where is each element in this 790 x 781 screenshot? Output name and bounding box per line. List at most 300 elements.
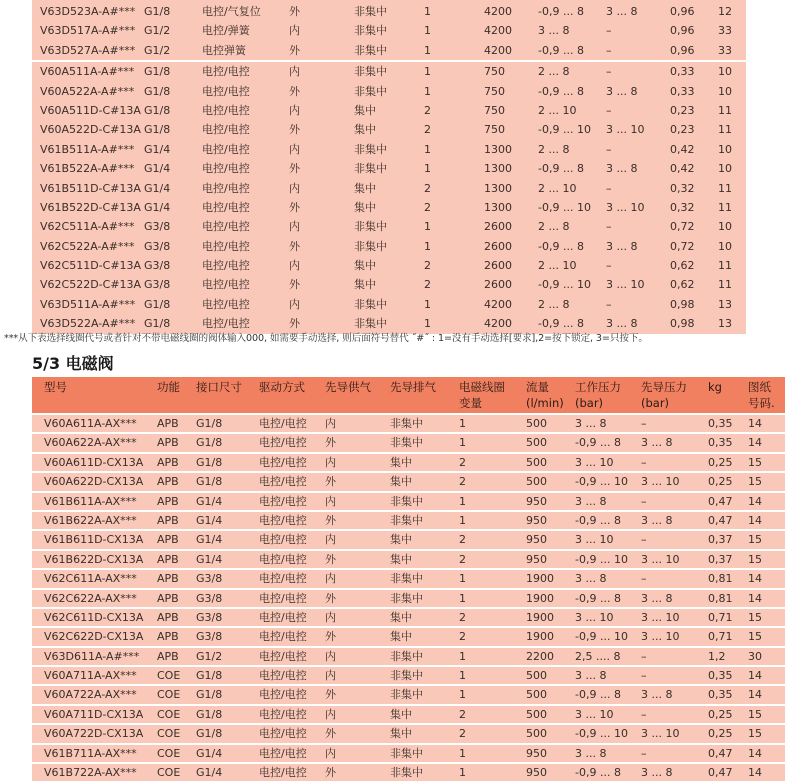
header-label: 型号 — [44, 380, 67, 394]
header-sublabel: (l/min) — [526, 396, 564, 410]
cell-working-pressure: 2 ... 8 — [538, 297, 570, 311]
cell-pilot-exhaust: 非集中 — [354, 317, 387, 331]
cell-function: COE — [157, 727, 181, 741]
cell-working-pressure: -0,9 ... 8 — [538, 43, 584, 57]
cell-coil-variant: 1 — [424, 317, 431, 331]
cell-pilot-pressure: 3 ... 10 — [641, 610, 680, 624]
cell-actuation: 电控/电控 — [259, 513, 307, 527]
cell-weight: 0,25 — [708, 475, 733, 489]
cell-coil-variant: 1 — [424, 297, 431, 311]
cell-drawing-no: 10 — [718, 239, 732, 253]
cell-working-pressure: 3 ... 10 — [575, 455, 614, 469]
table-row — [32, 415, 785, 432]
cell-port-size: G1/8 — [144, 317, 171, 331]
cell-drawing-no: 30 — [748, 649, 762, 663]
cell-pilot-exhaust: 非集中 — [354, 297, 387, 311]
cell-function: APB — [157, 630, 179, 644]
cell-model: V62C522A-A#*** — [40, 239, 135, 253]
cell-coil-variant: 1 — [424, 84, 431, 98]
table-row — [32, 217, 746, 236]
header-sublabel: 号码. — [748, 396, 775, 410]
cell-pilot-pressure: – — [641, 669, 647, 683]
cell-port-size: G3/8 — [196, 610, 223, 624]
cell-port-size: G1/2 — [144, 24, 171, 38]
cell-port-size: G1/2 — [144, 43, 171, 57]
header-label: 功能 — [157, 380, 180, 394]
table-row — [32, 473, 785, 490]
cell-flow: 4200 — [484, 24, 512, 38]
cell-weight: 0,33 — [670, 84, 695, 98]
cell-port-size: G1/4 — [144, 181, 171, 195]
cell-model: V63D527A-A#*** — [40, 43, 136, 57]
cell-function: APB — [157, 475, 179, 489]
cell-pilot-pressure: – — [641, 417, 647, 430]
cell-weight: 0,33 — [670, 65, 695, 79]
cell-working-pressure: -0,9 ... 8 — [538, 239, 584, 253]
cell-actuation: 电控/电控 — [202, 297, 250, 311]
cell-actuation: 电控/电控 — [259, 455, 307, 469]
cell-pilot-pressure: 3 ... 8 — [641, 591, 673, 605]
cell-function: APB — [157, 649, 179, 663]
header-label: kg — [708, 380, 722, 394]
cell-flow: 2600 — [484, 259, 512, 273]
table-row — [32, 531, 785, 548]
cell-pilot-supply: 内 — [325, 455, 336, 469]
cell-port-size: G1/4 — [144, 162, 171, 176]
cell-pilot-pressure: – — [606, 65, 612, 79]
cell-model: V60A711D-CX13A — [44, 707, 144, 721]
cell-coil-variant: 2 — [424, 278, 431, 292]
cell-pilot-supply: 外 — [289, 200, 300, 214]
table-row — [32, 686, 785, 703]
cell-flow: 1900 — [526, 572, 554, 586]
table-row — [32, 512, 785, 529]
cell-drawing-no: 15 — [748, 455, 762, 469]
cell-weight: 0,37 — [708, 552, 733, 566]
cell-port-size: G1/8 — [144, 297, 171, 311]
cell-port-size: G1/8 — [144, 5, 171, 18]
cell-weight: 0,25 — [708, 707, 733, 721]
cell-pilot-pressure: – — [606, 297, 612, 311]
cell-drawing-no: 11 — [718, 278, 732, 292]
cell-pilot-pressure: – — [606, 24, 612, 38]
cell-coil-variant: 1 — [424, 142, 431, 156]
cell-drawing-no: 14 — [748, 591, 762, 605]
cell-model: V60A622D-CX13A — [44, 475, 144, 489]
cell-working-pressure: 2 ... 8 — [538, 220, 570, 234]
cell-actuation: 电控/电控 — [202, 162, 250, 176]
cell-actuation: 电控弹簧 — [202, 43, 246, 57]
cell-coil-variant: 1 — [459, 688, 466, 702]
cell-port-size: G1/8 — [196, 669, 223, 683]
cell-drawing-no: 11 — [718, 103, 732, 117]
table-row — [32, 179, 746, 198]
cell-working-pressure: -0,9 ... 10 — [575, 727, 628, 741]
cell-flow: 950 — [526, 513, 547, 527]
cell-port-size: G1/8 — [144, 65, 171, 79]
table-row — [32, 706, 785, 723]
cell-model: V60A722A-AX*** — [44, 688, 137, 702]
cell-weight: 0,23 — [670, 103, 695, 117]
cell-weight: 0,62 — [670, 278, 695, 292]
header-sublabel: 变量 — [459, 396, 482, 410]
cell-coil-variant: 2 — [459, 552, 466, 566]
header-function — [157, 379, 180, 395]
cell-actuation: 电控/电控 — [202, 84, 250, 98]
table-row — [32, 82, 746, 101]
cell-model: V60A522A-A#*** — [40, 84, 135, 98]
cell-port-size: G1/8 — [196, 455, 223, 469]
cell-pilot-exhaust: 非集中 — [390, 513, 423, 527]
cell-working-pressure: -0,9 ... 10 — [575, 475, 628, 489]
cell-port-size: G1/4 — [196, 533, 223, 547]
cell-port-size: G1/2 — [196, 649, 223, 663]
cell-model: V60A522D-C#13A — [40, 123, 141, 137]
cell-actuation: 电控/电控 — [259, 475, 307, 489]
cell-pilot-supply: 内 — [289, 103, 300, 117]
cell-drawing-no: 11 — [718, 181, 732, 195]
cell-coil-variant: 1 — [424, 65, 431, 79]
table-row — [32, 609, 785, 626]
cell-pilot-exhaust: 非集中 — [354, 142, 387, 156]
cell-port-size: G1/4 — [144, 200, 171, 214]
cell-working-pressure: -0,9 ... 10 — [575, 552, 628, 566]
cell-pilot-supply: 外 — [289, 317, 300, 331]
header-flow — [526, 379, 564, 411]
cell-weight: 1,2 — [708, 649, 726, 663]
header-label: 驱动方式 — [259, 380, 305, 394]
cell-flow: 2600 — [484, 220, 512, 234]
cell-model: V61B522D-C#13A — [40, 200, 141, 214]
cell-model: V63D522A-A#*** — [40, 317, 136, 331]
cell-weight: 0,47 — [708, 766, 733, 780]
cell-function: COE — [157, 707, 181, 721]
table-row — [32, 237, 746, 256]
cell-weight: 0,62 — [670, 259, 695, 273]
cell-port-size: G1/8 — [144, 123, 171, 137]
cell-drawing-no: 11 — [718, 259, 732, 273]
cell-pilot-pressure: – — [641, 533, 647, 547]
cell-drawing-no: 10 — [718, 220, 732, 234]
cell-port-size: G3/8 — [196, 572, 223, 586]
cell-pilot-exhaust: 集中 — [354, 123, 376, 137]
cell-actuation: 电控/电控 — [259, 610, 307, 624]
cell-flow: 500 — [526, 727, 547, 741]
cell-model: V63D511A-A#*** — [40, 297, 136, 311]
cell-model: V63D611A-A#*** — [44, 649, 140, 663]
cell-pilot-pressure: 3 ... 8 — [641, 513, 673, 527]
header-label: 电磁线圈 — [459, 380, 505, 394]
cell-actuation: 电控/电控 — [259, 727, 307, 741]
cell-port-size: G1/4 — [196, 552, 223, 566]
cell-pilot-pressure: – — [641, 746, 647, 760]
cell-flow: 1300 — [484, 162, 512, 176]
cell-weight: 0,35 — [708, 436, 733, 450]
header-model — [44, 379, 67, 395]
cell-actuation: 电控/电控 — [202, 200, 250, 214]
cell-model: V60A611A-AX*** — [44, 417, 137, 430]
cell-pilot-pressure: 3 ... 8 — [606, 162, 638, 176]
cell-port-size: G1/8 — [196, 707, 223, 721]
cell-model: V61B611D-CX13A — [44, 533, 144, 547]
cell-model: V62C611A-AX*** — [44, 572, 137, 586]
cell-actuation: 电控/电控 — [259, 417, 307, 430]
cell-flow: 750 — [484, 103, 505, 117]
cell-working-pressure: 2 ... 10 — [538, 181, 577, 195]
cell-weight: 0,47 — [708, 494, 733, 508]
table-row — [32, 493, 785, 510]
cell-pilot-exhaust: 集中 — [354, 259, 376, 273]
cell-port-size: G3/8 — [196, 591, 223, 605]
cell-pilot-supply: 内 — [289, 259, 300, 273]
cell-model: V61B511A-A#*** — [40, 142, 135, 156]
cell-weight: 0,32 — [670, 181, 695, 195]
cell-function: APB — [157, 591, 179, 605]
cell-coil-variant: 1 — [459, 746, 466, 760]
table-row — [32, 725, 785, 742]
cell-pilot-exhaust: 集中 — [354, 181, 376, 195]
cell-coil-variant: 1 — [424, 24, 431, 38]
cell-pilot-exhaust: 集中 — [354, 200, 376, 214]
cell-actuation: 电控/电控 — [202, 103, 250, 117]
cell-model: V63D523A-A#*** — [40, 5, 136, 18]
cell-working-pressure: -0,9 ... 8 — [575, 766, 621, 780]
cell-coil-variant: 1 — [424, 162, 431, 176]
cell-function: COE — [157, 669, 181, 683]
cell-pilot-supply: 外 — [325, 436, 336, 450]
cell-function: APB — [157, 417, 179, 430]
cell-model: V60A722D-CX13A — [44, 727, 144, 741]
cell-pilot-pressure: 3 ... 8 — [606, 317, 638, 331]
table-row — [32, 745, 785, 762]
cell-drawing-no: 33 — [718, 24, 732, 38]
cell-coil-variant: 1 — [424, 5, 431, 18]
cell-flow: 500 — [526, 688, 547, 702]
cell-port-size: G1/8 — [196, 417, 223, 430]
cell-drawing-no: 14 — [748, 494, 762, 508]
cell-actuation: 电控/电控 — [259, 630, 307, 644]
cell-pilot-exhaust: 集中 — [390, 455, 412, 469]
cell-actuation: 电控/电控 — [259, 688, 307, 702]
cell-pilot-pressure: 3 ... 8 — [606, 84, 638, 98]
cell-port-size: G1/8 — [196, 688, 223, 702]
cell-pilot-exhaust: 集中 — [354, 103, 376, 117]
cell-pilot-exhaust: 非集中 — [390, 766, 423, 780]
cell-pilot-pressure: – — [641, 494, 647, 508]
cell-drawing-no: 15 — [748, 475, 762, 489]
cell-pilot-supply: 外 — [325, 591, 336, 605]
cell-function: APB — [157, 533, 179, 547]
cell-weight: 0,96 — [670, 5, 695, 18]
table-row — [32, 21, 746, 40]
cell-weight: 0,32 — [670, 200, 695, 214]
cell-flow: 1900 — [526, 630, 554, 644]
header-label: 先导压力 — [641, 380, 687, 394]
cell-flow: 2200 — [526, 649, 554, 663]
cell-weight: 0,42 — [670, 162, 695, 176]
cell-pilot-pressure: – — [641, 455, 647, 469]
cell-pilot-supply: 内 — [325, 707, 336, 721]
section-title: 5/3 电磁阀 — [32, 354, 114, 373]
cell-model: V61B622D-CX13A — [44, 552, 144, 566]
cell-weight: 0,81 — [708, 591, 733, 605]
cell-coil-variant: 2 — [459, 610, 466, 624]
table-row — [32, 590, 785, 607]
cell-model: V61B711A-AX*** — [44, 746, 137, 760]
cell-working-pressure: -0,9 ... 10 — [575, 630, 628, 644]
cell-pilot-pressure: – — [606, 142, 612, 156]
cell-working-pressure: -0,9 ... 8 — [538, 84, 584, 98]
table-row — [32, 454, 785, 471]
cell-pilot-supply: 内 — [289, 65, 300, 79]
cell-actuation: 电控/电控 — [259, 572, 307, 586]
cell-pilot-exhaust: 非集中 — [390, 746, 423, 760]
cell-pilot-supply: 内 — [325, 572, 336, 586]
cell-pilot-supply: 外 — [289, 123, 300, 137]
cell-pilot-exhaust: 集中 — [390, 707, 412, 721]
cell-pilot-supply: 外 — [325, 630, 336, 644]
cell-pilot-exhaust: 集中 — [390, 533, 412, 547]
cell-port-size: G3/8 — [144, 278, 171, 292]
cell-function: APB — [157, 455, 179, 469]
cell-pilot-supply: 外 — [325, 766, 336, 780]
cell-model: V61B511D-C#13A — [40, 181, 141, 195]
cell-actuation: 电控/电控 — [259, 436, 307, 450]
cell-pilot-exhaust: 非集中 — [354, 5, 387, 18]
cell-flow: 500 — [526, 417, 547, 430]
cell-actuation: 电控/电控 — [259, 591, 307, 605]
header-label: 接口尺寸 — [196, 380, 242, 394]
cell-pilot-pressure: 3 ... 10 — [641, 727, 680, 741]
cell-weight: 0,96 — [670, 43, 695, 57]
cell-working-pressure: 2 ... 10 — [538, 103, 577, 117]
cell-weight: 0,47 — [708, 746, 733, 760]
cell-pilot-supply: 外 — [289, 239, 300, 253]
header-actuation — [259, 379, 305, 395]
cell-pilot-supply: 外 — [289, 5, 300, 18]
cell-flow: 950 — [526, 746, 547, 760]
cell-pilot-exhaust: 集中 — [354, 278, 376, 292]
cell-port-size: G1/4 — [144, 142, 171, 156]
cell-function: APB — [157, 572, 179, 586]
cell-drawing-no: 14 — [748, 746, 762, 760]
cell-port-size: G1/8 — [144, 84, 171, 98]
cell-working-pressure: 2 ... 8 — [538, 142, 570, 156]
header-sublabel: (bar) — [575, 396, 604, 410]
cell-flow: 4200 — [484, 317, 512, 331]
cell-pilot-pressure: – — [606, 220, 612, 234]
cell-model: V60A511A-A#*** — [40, 65, 135, 79]
header-working-pressure — [575, 379, 621, 411]
table-body — [32, 415, 785, 781]
cell-actuation: 电控/电控 — [259, 746, 307, 760]
cell-coil-variant: 2 — [424, 103, 431, 117]
cell-pilot-exhaust: 非集中 — [354, 24, 387, 38]
cell-flow: 1300 — [484, 181, 512, 195]
cell-weight: 0,96 — [670, 24, 695, 38]
cell-pilot-exhaust: 集中 — [390, 610, 412, 624]
cell-pilot-supply: 内 — [289, 142, 300, 156]
cell-pilot-supply: 内 — [289, 297, 300, 311]
cell-function: APB — [157, 494, 179, 508]
cell-actuation: 电控/电控 — [202, 259, 250, 273]
cell-pilot-pressure: – — [606, 181, 612, 195]
cell-coil-variant: 2 — [459, 475, 466, 489]
cell-weight: 0,37 — [708, 533, 733, 547]
header-pilot-supply — [325, 379, 371, 395]
cell-pilot-supply: 外 — [325, 513, 336, 527]
cell-working-pressure: 3 ... 8 — [575, 572, 607, 586]
table-row — [32, 570, 785, 587]
cell-pilot-supply: 外 — [289, 43, 300, 57]
cell-pilot-pressure: 3 ... 10 — [641, 630, 680, 644]
footnote: ***从下表选择线圈代号或者针对不带电磁线圈的阀体输入000, 如需要手动选择, 则后面符号替代 ˝#˝ : 1=没有手动选择[要求],2=按下锁定, 3=只按下。 — [4, 333, 648, 344]
cell-port-size: G1/8 — [196, 727, 223, 741]
cell-working-pressure: -0,9 ... 8 — [575, 513, 621, 527]
cell-weight: 0,72 — [670, 239, 695, 253]
cell-coil-variant: 1 — [459, 766, 466, 780]
cell-pilot-supply: 外 — [325, 727, 336, 741]
cell-pilot-exhaust: 非集中 — [354, 162, 387, 176]
cell-coil-variant: 1 — [424, 43, 431, 57]
cell-drawing-no: 11 — [718, 123, 732, 137]
cell-pilot-pressure: 3 ... 10 — [606, 123, 645, 137]
cell-pilot-pressure: 3 ... 10 — [606, 200, 645, 214]
cell-drawing-no: 13 — [718, 297, 732, 311]
cell-weight: 0,23 — [670, 123, 695, 137]
solenoid-valve-table — [32, 377, 785, 781]
cell-actuation: 电控/电控 — [259, 533, 307, 547]
cell-pilot-pressure: 3 ... 8 — [641, 688, 673, 702]
cell-weight: 0,25 — [708, 727, 733, 741]
table-row — [32, 140, 746, 159]
header-pilot-exhaust — [390, 379, 436, 395]
cell-pilot-pressure: 3 ... 10 — [641, 552, 680, 566]
cell-drawing-no: 10 — [718, 65, 732, 79]
header-label: 先导供气 — [325, 380, 371, 394]
cell-working-pressure: -0,9 ... 10 — [538, 123, 591, 137]
cell-working-pressure: 3 ... 10 — [575, 533, 614, 547]
cell-flow: 500 — [526, 707, 547, 721]
cell-pilot-exhaust: 集中 — [390, 552, 412, 566]
cell-coil-variant: 2 — [459, 707, 466, 721]
header-sublabel: (bar) — [641, 396, 670, 410]
cell-actuation: 电控/电控 — [202, 123, 250, 137]
cell-pilot-exhaust: 非集中 — [390, 417, 423, 430]
cell-weight: 0,71 — [708, 630, 733, 644]
cell-working-pressure: 3 ... 10 — [575, 707, 614, 721]
cell-coil-variant: 1 — [424, 239, 431, 253]
cell-drawing-no: 33 — [718, 43, 732, 57]
cell-port-size: G1/4 — [196, 513, 223, 527]
header-coil-variant — [459, 379, 505, 411]
cell-pilot-supply: 内 — [289, 24, 300, 38]
cell-drawing-no: 11 — [718, 200, 732, 214]
cell-port-size: G1/4 — [196, 494, 223, 508]
cell-function: COE — [157, 688, 181, 702]
cell-coil-variant: 1 — [459, 649, 466, 663]
table-header — [32, 377, 785, 413]
cell-pilot-supply: 内 — [289, 220, 300, 234]
cell-model: V61B722A-AX*** — [44, 766, 137, 780]
cell-model: V62C511D-C#13A — [40, 259, 142, 273]
cell-pilot-pressure: 3 ... 8 — [606, 239, 638, 253]
cell-weight: 0,35 — [708, 417, 733, 430]
cell-coil-variant: 2 — [459, 533, 466, 547]
cell-flow: 500 — [526, 475, 547, 489]
cell-function: APB — [157, 436, 179, 450]
cell-actuation: 电控/电控 — [259, 649, 307, 663]
